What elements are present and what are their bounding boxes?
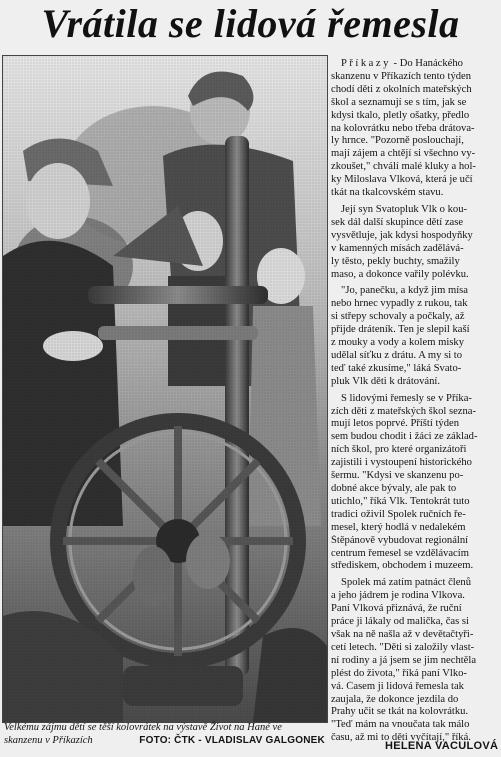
article-line: skanzenu v Příkazích tento týden <box>331 70 472 82</box>
article-line: chodí děti z okolních mateřských <box>331 83 472 95</box>
article-author: HELENA VACULOVÁ <box>385 740 499 752</box>
article-line: zaujala, že dokonce jezdila do <box>331 693 459 705</box>
article-line: Štěpánově vybudovat regionální <box>331 534 469 546</box>
article-line: času, až mi to děti vyčítají," říká. <box>331 732 471 744</box>
article-line: Prahy učit se tkát na kolovrátku. <box>331 706 469 718</box>
article-line: střediskem, obchodem i muzeem. <box>331 560 474 572</box>
article-line: sem budou chodit i žáci ze základ- <box>331 431 478 443</box>
article-body <box>331 58 499 745</box>
article-line: přijde dráteník. Ten je slepil kaší <box>331 324 470 336</box>
article-line: ly hrnce. "Pozorně poslouchají, <box>331 135 464 147</box>
article-line: Spolek má zatím patnáct členů <box>341 577 472 589</box>
article-line: Příkazy - Do Hanáckého <box>341 58 463 69</box>
article-line: škol a seznamují se s tím, jak se <box>331 96 467 108</box>
article-line: vá. Časem ji lidová řemesla tak <box>331 680 464 692</box>
article-line: maso, a dokonce vařily polévku. <box>331 268 469 280</box>
article-line: mají zájem a chtějí si všechno vy- <box>331 148 476 160</box>
article-line: však na ně našla až v devětačtyři- <box>331 628 474 640</box>
article-line: v kamenných mísách zadělává- <box>331 242 464 254</box>
article-line: Její syn Svatopluk Vlk o kou- <box>341 203 468 215</box>
article-line: pluk Vlk děti k drátování. <box>331 375 440 387</box>
photo-caption <box>4 722 326 747</box>
article-line: tkát na tkalcovském stavu. <box>331 187 444 199</box>
article-line: vysvětluje, jak kdysi hospodyňky <box>331 229 473 241</box>
article-line: teď také zkusíme," láká Svato- <box>331 362 462 374</box>
article-line: sek dál další skupince dětí zase <box>331 216 464 228</box>
article-line: "Jo, panečku, a když jim mísa <box>341 285 469 297</box>
article-line: "Teď mám na vnoučata tak málo <box>331 719 470 731</box>
article-headline: Vrátila se lidová řemesla <box>41 1 460 46</box>
article-line: kdysi tkalo, pletly ošatky, předlo <box>331 109 470 121</box>
article-line: ky Miloslava Vlková, která je učí <box>331 174 473 186</box>
article-line: tradici oživil Spolek ručních ře- <box>331 508 466 520</box>
article-line: zkoušet," chválí malé kluky a hol- <box>331 161 476 173</box>
article-line: z mouky a vody a kolem misky <box>331 337 464 349</box>
article-line: Paní Vlková přiznává, že ruční <box>331 603 462 615</box>
article-line: ly těsto, pekly buchty, smažily <box>331 255 460 267</box>
article-line: S lidovými řemesly se v Příka- <box>341 392 472 404</box>
photo-credit: FOTO: ČTK - VLADISLAV GALGONEK <box>139 734 325 746</box>
article-line: cetí letech. "Děti si založily vlast- <box>331 641 475 653</box>
article-line: si střepy schovaly a počkaly, až <box>331 311 465 323</box>
article-line: na kolovrátku nebo třeba drátova- <box>331 122 475 134</box>
article-line: šermu. "Kdysi ve skanzenu po- <box>331 470 464 482</box>
article-line: ních škol, pro které organizátoři <box>331 444 467 456</box>
caption-line-2: skanzenu v Příkazích <box>4 734 93 746</box>
article-line: plést do života," říká paní Vlko- <box>331 667 467 679</box>
article-line: zajistili i vystoupení historického <box>331 457 472 469</box>
caption-line-1: Velkému zájmu dětí se těší kolovrátek na výstavě Život na Hané ve <box>4 722 282 733</box>
article-line: zích děti z mateřských škol sezna- <box>331 405 477 417</box>
article-line: nebo hrnec vypadly z rukou, tak <box>331 298 468 310</box>
article-line: mesel, který hodlá v nedalekém <box>331 521 466 533</box>
article-line: ní rodiny a já jsem se jim nechtěla <box>331 654 477 666</box>
article-line: a jeho jádrem je rodina Vlkova. <box>331 590 465 602</box>
article-line: udělal síťku z drátu. A my si to <box>331 349 463 361</box>
article-line: práce ji lákaly od malička, čas si <box>331 616 469 628</box>
article-line: utichlo," říká Vlk. Tentokrát tuto <box>331 495 470 507</box>
article-line: mují letos poprvé. Příští týden <box>331 418 459 430</box>
article-line: dobné akce bývaly, ale pak to <box>331 483 457 494</box>
article-photo <box>2 55 328 723</box>
article-line: centrum řemesel se vzdělávacím <box>331 547 469 559</box>
